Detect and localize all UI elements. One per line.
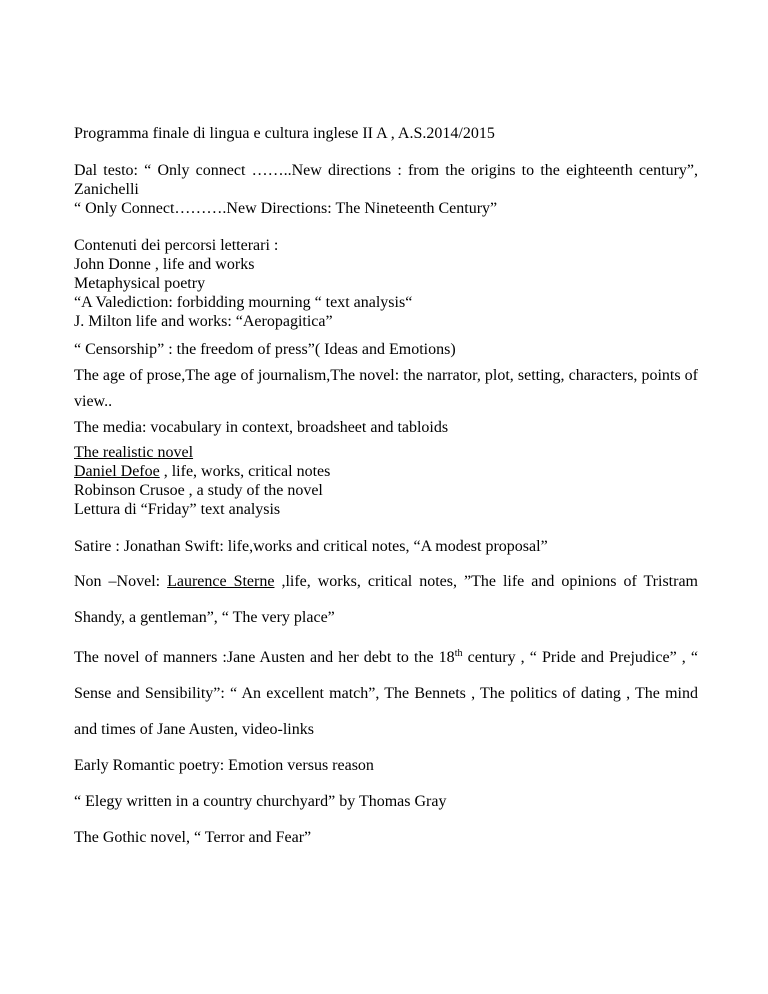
textbook-line-1: Dal testo: “ Only connect ……..New directions : from the origins to the eighteenth century”, Zanichelli xyxy=(74,162,698,198)
spacer xyxy=(74,519,698,537)
gothic-line: The Gothic novel, “ Terror and Fear” xyxy=(74,829,312,846)
manners-superscript: th xyxy=(454,648,463,659)
robinson-line: Robinson Crusoe , a study of the novel xyxy=(74,482,323,499)
elegy-line: “ Elegy written in a country churchyard” by Thomas Gray xyxy=(74,793,447,810)
non-novel-prefix: Non –Novel: xyxy=(74,573,168,590)
contents-item: Metaphysical poetry xyxy=(74,275,206,292)
contents-item: John Donne , life and works xyxy=(74,256,255,273)
satire-line: Satire : Jonathan Swift: life,works and critical notes, “A modest proposal” xyxy=(74,538,548,555)
defoe-details: , life, works, critical notes xyxy=(159,463,331,480)
spacer xyxy=(74,218,698,236)
document-page xyxy=(74,124,698,856)
media-line: The media: vocabulary in context, broadsheet and tabloids xyxy=(74,419,449,436)
defoe-line xyxy=(74,462,698,481)
contents-heading: Contenuti dei percorsi letterari : xyxy=(74,237,279,254)
early-romantic-line: Early Romantic poetry: Emotion versus reason xyxy=(74,757,374,774)
textbook-line-2: “ Only Connect……….New Directions: The Nineteenth Century” xyxy=(74,200,498,217)
contents-item: “A Valediction: forbidding mourning “ text analysis“ xyxy=(74,294,413,311)
spacer xyxy=(74,143,698,161)
manners-after: century , “ Pride and Prejudice” , “ Sense and Sensibility”: “ An excellent match”, The Bennets , The politics of dating , The mind and times of Jane Austen, video-links xyxy=(74,649,699,738)
defoe-name: Daniel Defoe xyxy=(74,463,160,480)
lettura-line: Lettura di “Friday” text analysis xyxy=(74,501,281,518)
prose-paragraph: The age of prose,The age of journalism,The novel: the narrator, plot, setting, characters, points of view.. xyxy=(74,367,698,410)
manners-paragraph xyxy=(74,640,698,748)
non-novel-details: ,life, works, critical notes, ”The life and opinions of Tristram Shandy, a gentleman”, “ The very place” xyxy=(74,573,698,626)
contents-item: J. Milton life and works: “Aeropagitica” xyxy=(74,313,333,330)
manners-before: The novel of manners :Jane Austen and her debt to the 18 xyxy=(74,649,455,666)
censorship-line: “ Censorship” : the freedom of press”( Ideas and Emotions) xyxy=(74,341,456,358)
sterne-name: Laurence Sterne xyxy=(167,573,275,590)
document-title: Programma finale di lingua e cultura inglese II A , A.S.2014/2015 xyxy=(74,125,495,142)
realistic-novel-heading: The realistic novel xyxy=(74,444,194,461)
non-novel-paragraph xyxy=(74,564,698,636)
